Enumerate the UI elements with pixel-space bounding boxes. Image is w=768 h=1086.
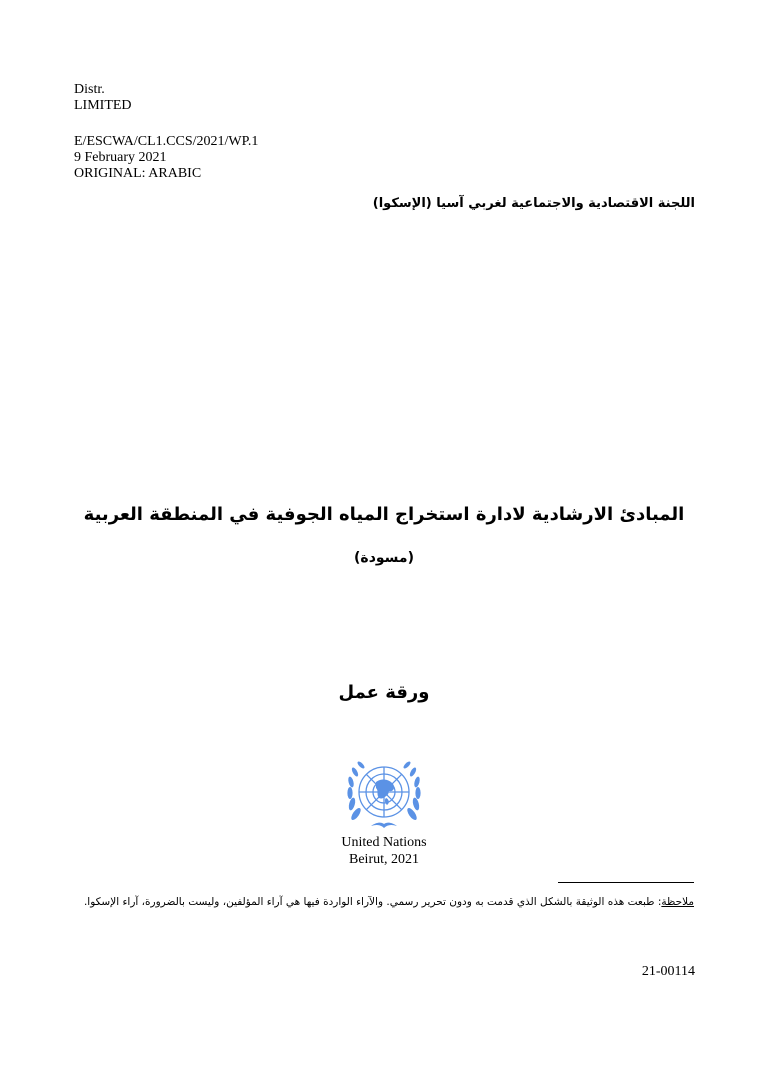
job-number: 21-00114 — [641, 964, 695, 979]
footnote-text: : طبعت هذه الوثيقة بالشكل الذي قدمت به ودون تحرير رسمي. والآراء الواردة فيها هي آراء المؤلفين، وليست بالضرورة، آراء الإسكوا. — [83, 896, 662, 908]
document-info-block — [74, 134, 258, 182]
original-language: ORIGINAL: ARABIC — [74, 166, 202, 181]
footnote — [72, 894, 694, 910]
document-type: ورقة عمل — [338, 682, 430, 703]
organization-name: اللجنة الاقتصادية والاجتماعية لغربي آسيا (الإسكوا) — [372, 196, 695, 211]
publisher-block — [0, 834, 768, 868]
document-symbol: E/ESCWA/CL1.CCS/2021/WP.1 — [74, 134, 259, 149]
footnote-divider — [558, 882, 694, 883]
distribution-block — [74, 82, 132, 114]
publisher-name: United Nations — [341, 835, 427, 850]
document-subtitle: (مسودة) — [354, 550, 414, 566]
document-title: المبادئ الارشادية لادارة استخراج المياه الجوفية في المنطقة العربية — [83, 504, 685, 525]
publisher-place-year: Beirut, 2021 — [349, 852, 419, 867]
distribution-label: Distr. — [74, 82, 105, 97]
un-emblem-icon — [343, 758, 425, 834]
distribution-value: LIMITED — [74, 98, 132, 113]
document-date: 9 February 2021 — [74, 150, 167, 165]
footnote-label: ملاحظة — [661, 896, 694, 908]
